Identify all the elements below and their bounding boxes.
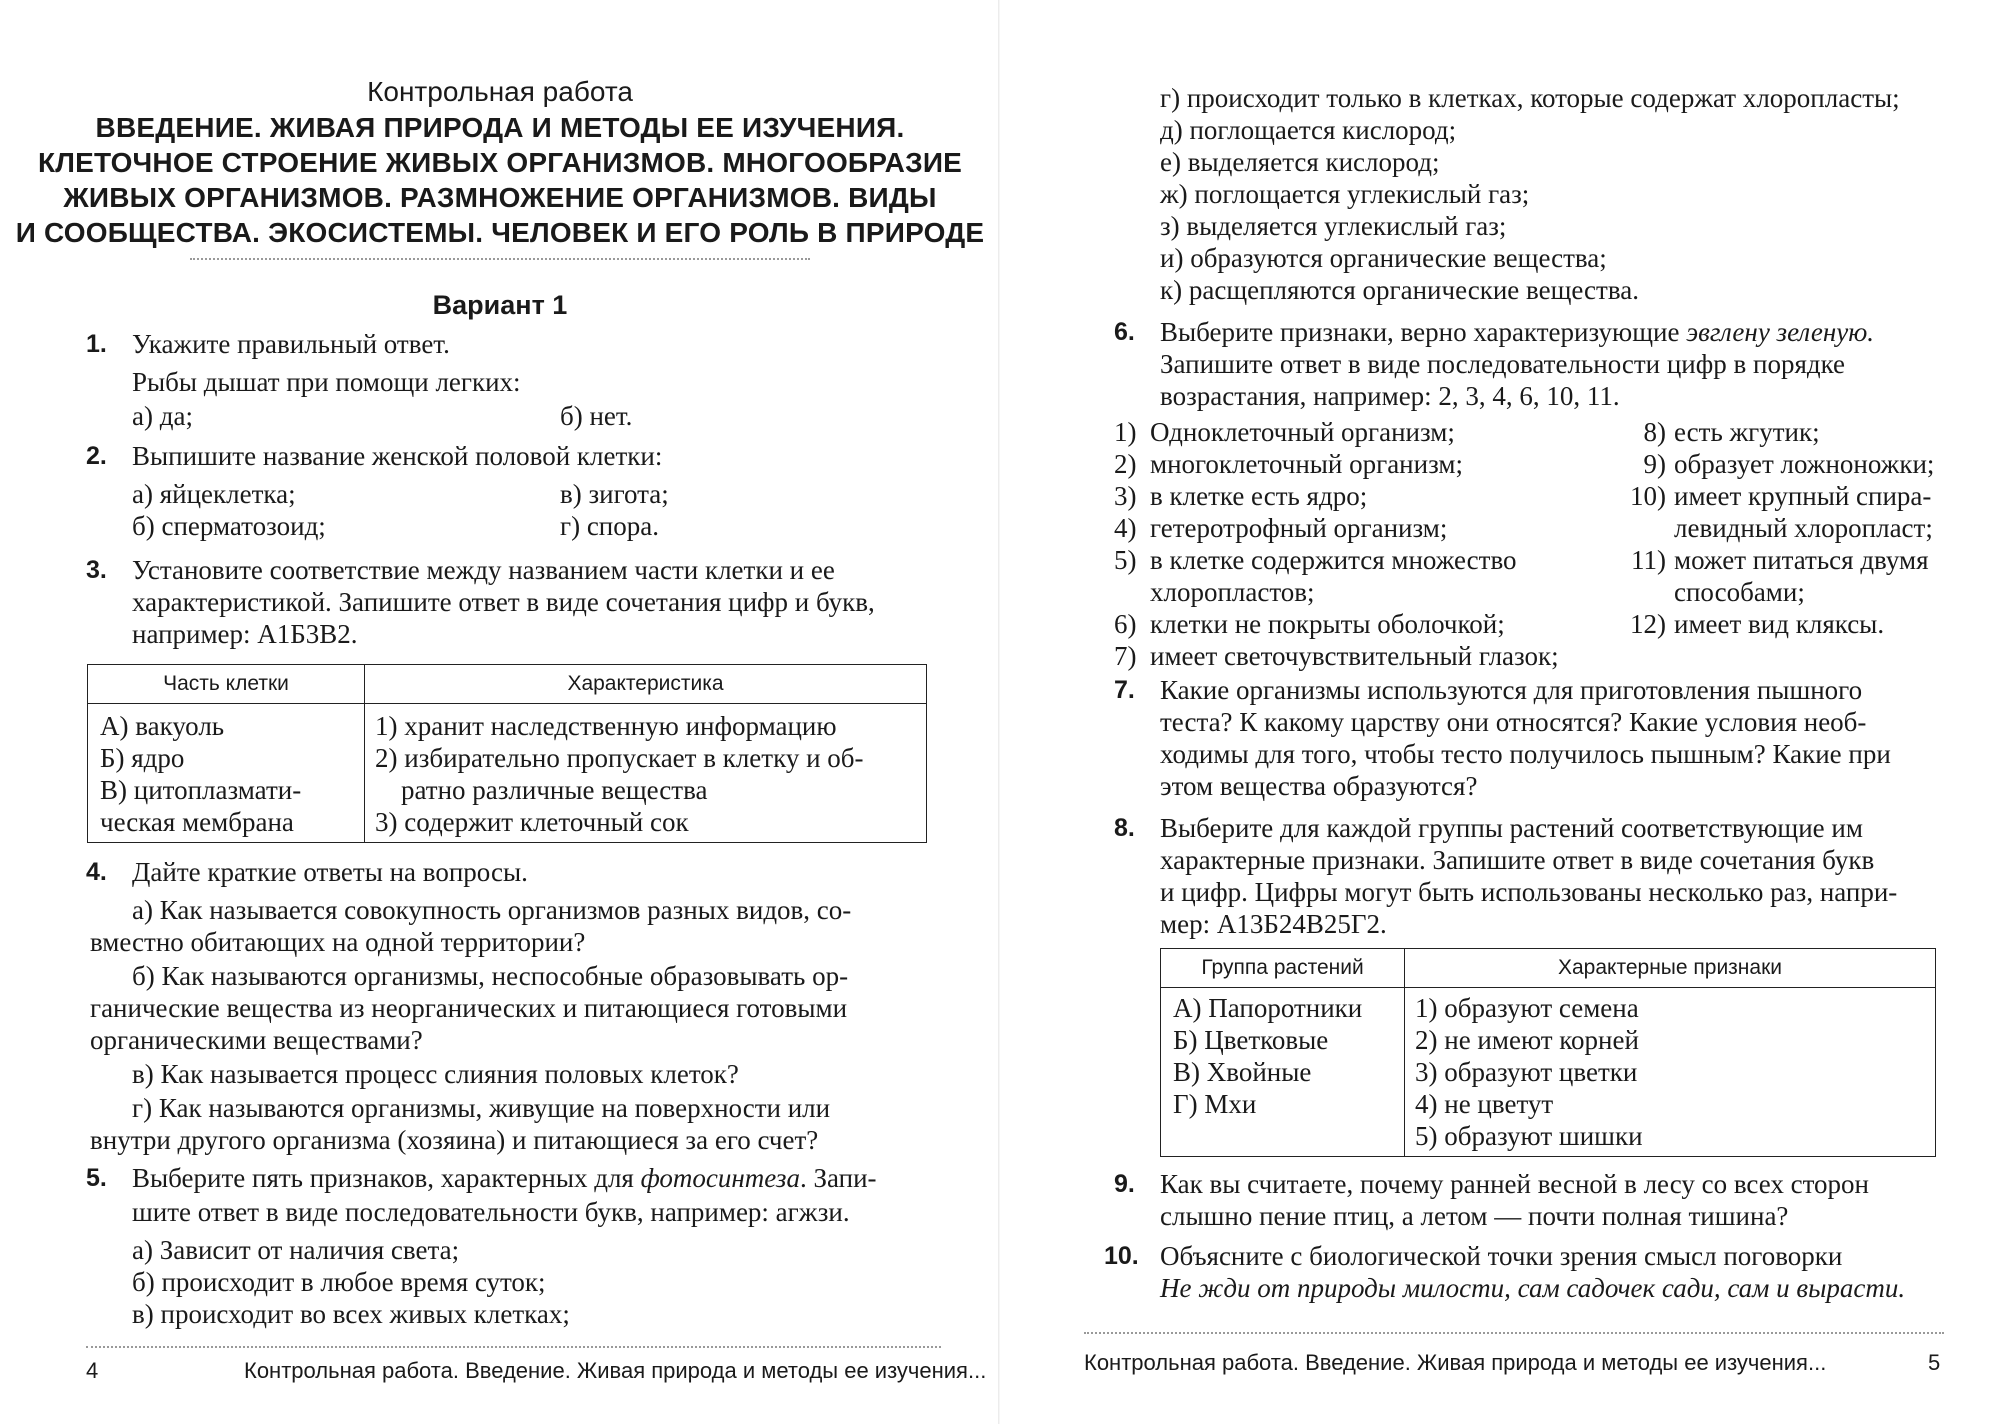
- q8-line-3: и цифр. Цифры могут быть использованы несколько раз, напри-: [1160, 877, 1898, 907]
- q6-option-4-num: 4): [1114, 513, 1137, 543]
- q8-table-groups: [1161, 988, 1405, 1157]
- q6-line-1-em: эвглену зеленую.: [1686, 317, 1874, 347]
- q6-line-1-pre: Выберите признаки, верно характеризующие: [1160, 317, 1687, 347]
- q8-table-header-group: Группа растений: [1161, 949, 1405, 988]
- q8-feature-4: 4) не цветут: [1415, 1089, 1554, 1119]
- q5-option-c: в) происходит во всех живых клетках;: [132, 1299, 570, 1329]
- q7-number: 7.: [1114, 676, 1135, 704]
- q10-line-2: Не жди от природы милости, сам садочек сади, сам и вырасти.: [1160, 1273, 1906, 1303]
- q6-option-9: [1610, 448, 1934, 480]
- q3-part-c: В) цитоплазмати-: [100, 775, 302, 805]
- q6-option-8: [1610, 416, 1934, 448]
- q3-table: [87, 664, 927, 843]
- q10-number: 10.: [1104, 1242, 1139, 1270]
- q3-part-b: Б) ядро: [100, 743, 185, 773]
- q6-line-1: [1160, 316, 1874, 348]
- q4-text: Дайте краткие ответы на вопросы.: [132, 857, 528, 887]
- q6-option-9-text: образует ложноножки;: [1674, 449, 1935, 479]
- q6-option-8-text: есть жгутик;: [1674, 417, 1820, 447]
- q6-option-10-text: имеет крупный спира-: [1674, 481, 1932, 511]
- q8-line-4: мер: А13Б24В25Г2.: [1160, 909, 1387, 939]
- q4-line-8: внутри другого организма (хозяина) и питающиеся за его счет?: [90, 1125, 819, 1155]
- q5-line-1-post: . Запи-: [799, 1163, 877, 1193]
- q8-feature-2: 2) не имеют корней: [1415, 1025, 1639, 1055]
- q6-option-5-text: в клетке содержится множество: [1150, 545, 1517, 575]
- q10-line-1: Объясните с биологической точки зрения смысл поговорки: [1160, 1241, 1843, 1271]
- q4-line-4: ганические вещества из неорганических и питающиеся готовыми: [90, 993, 848, 1023]
- q6-option-12-num: 12): [1630, 609, 1666, 639]
- q6-option-4: [1114, 512, 1559, 544]
- page-number-right: 5: [1928, 1350, 1941, 1375]
- q6-option-10-cont: [1610, 512, 1934, 544]
- q5-option-b: б) происходит в любое время суток;: [132, 1267, 546, 1297]
- heading-line-3: ЖИВЫХ ОРГАНИЗМОВ. РАЗМНОЖЕНИЕ ОРГАНИЗМОВ. ВИДЫ: [63, 182, 937, 213]
- q3-table-chars: [365, 704, 927, 843]
- q6-option-5-cont: [1114, 576, 1559, 608]
- page-number-left: 4: [86, 1358, 99, 1383]
- q6-option-8-num: 8): [1643, 417, 1666, 447]
- variant-title: Вариант 1: [432, 290, 568, 320]
- q4-line-5: органическими веществами?: [90, 1025, 423, 1055]
- q1-text: Укажите правильный ответ.: [132, 329, 450, 359]
- heading-line-2: КЛЕТОЧНОЕ СТРОЕНИЕ ЖИВЫХ ОРГАНИЗМОВ. МНОГООБРАЗИЕ: [37, 147, 963, 178]
- q5-line-2: шите ответ в виде последовательности букв, например: агжзи.: [132, 1197, 850, 1227]
- footer-divider-left: [86, 1346, 941, 1348]
- q6-option-7: [1114, 640, 1559, 672]
- q3-number: 3.: [86, 556, 107, 584]
- q4-line-2: вместно обитающих на одной территории?: [90, 927, 586, 957]
- q3-part-c-cont: ческая мембрана: [100, 807, 294, 837]
- q1-option-a: а) да;: [132, 401, 193, 431]
- q6-option-11-cont: [1610, 576, 1934, 608]
- q6-option-10: [1610, 480, 1934, 512]
- q5-option-e: д) поглощается кислород;: [1160, 115, 1457, 145]
- q6-option-7-num: 7): [1114, 641, 1137, 671]
- q3-line-3: например: А1Б3В2.: [132, 619, 358, 649]
- q5-option-f: е) выделяется кислород;: [1160, 147, 1440, 177]
- q8-group-a: А) Папоротники: [1173, 993, 1363, 1023]
- q6-option-2-num: 2): [1114, 449, 1137, 479]
- q6-option-10-cont-text: левидный хлоропласт;: [1674, 513, 1933, 543]
- heading-subtitle: Контрольная работа: [367, 76, 633, 107]
- q6-option-1: [1114, 416, 1559, 448]
- q6-option-6: [1114, 608, 1559, 640]
- q7-line-1: Какие организмы используются для приготовления пышного: [1160, 675, 1863, 705]
- heading-line-4: И СООБЩЕСТВА. ЭКОСИСТЕМЫ. ЧЕЛОВЕК И ЕГО РОЛЬ В ПРИРОДЕ: [15, 217, 985, 248]
- q7-line-2: теста? К какому царству они относятся? Какие условия необ-: [1160, 707, 1867, 737]
- heading-line-1: ВВЕДЕНИЕ. ЖИВАЯ ПРИРОДА И МЕТОДЫ ЕЕ ИЗУЧЕНИЯ.: [95, 112, 905, 143]
- q8-feature-5: 5) образуют шишки: [1415, 1121, 1643, 1151]
- q5-line-1-em: фотосинтеза: [640, 1163, 800, 1193]
- q2-text: Выпишите название женской половой клетки:: [132, 441, 663, 471]
- q6-option-10-num: 10): [1630, 481, 1666, 511]
- q3-table-parts: [88, 704, 365, 843]
- q6-option-6-num: 6): [1114, 609, 1137, 639]
- q6-option-1-num: 1): [1114, 417, 1137, 447]
- q6-option-11-text: может питаться двумя: [1674, 545, 1929, 575]
- q6-option-9-num: 9): [1643, 449, 1666, 479]
- q3-char-2: 2) избирательно пропускает в клетку и об-: [375, 743, 864, 773]
- q6-options-left: [1114, 416, 1559, 672]
- q7-line-3: ходимы для того, чтобы тесто получилось пышным? Какие при: [1160, 739, 1891, 769]
- q3-table-header-part: Часть клетки: [88, 665, 365, 704]
- q8-feature-1: 1) образуют семена: [1415, 993, 1639, 1023]
- footer-divider-right: [1084, 1332, 1944, 1334]
- q1-number: 1.: [86, 330, 107, 358]
- q6-number: 6.: [1114, 318, 1135, 346]
- q5-option-g: ж) поглощается углекислый газ;: [1160, 179, 1530, 209]
- q6-line-2: Запишите ответ в виде последовательности цифр в порядке: [1160, 349, 1846, 379]
- q5-number: 5.: [86, 1164, 107, 1192]
- q7-line-4: этом вещества образуются?: [1160, 771, 1478, 801]
- q8-group-empty: [1173, 1120, 1394, 1152]
- q5-option-i: и) образуются органические вещества;: [1160, 243, 1607, 273]
- q8-line-1: Выберите для каждой группы растений соответствующие им: [1160, 813, 1863, 843]
- q8-number: 8.: [1114, 814, 1135, 842]
- q8-feature-3: 3) образуют цветки: [1415, 1057, 1638, 1087]
- q6-option-5-num: 5): [1114, 545, 1137, 575]
- q6-option-11-num: 11): [1631, 545, 1666, 575]
- q6-option-1-text: Одноклеточный организм;: [1150, 417, 1455, 447]
- q6-option-3-text: в клетке есть ядро;: [1150, 481, 1368, 511]
- q8-group-c: В) Хвойные: [1173, 1057, 1312, 1087]
- q6-option-2: [1114, 448, 1559, 480]
- q4-line-3: б) Как называются организмы, неспособные образовывать ор-: [132, 961, 849, 991]
- q4-number: 4.: [86, 858, 107, 886]
- q3-line-1: Установите соответствие между названием части клетки и ее: [132, 555, 835, 585]
- q6-option-2-text: многоклеточный организм;: [1150, 449, 1463, 479]
- q5-option-h: з) выделяется углекислый газ;: [1160, 211, 1507, 241]
- q5-option-d: г) происходит только в клетках, которые содержат хлоропласты;: [1160, 83, 1900, 113]
- q2-option-d: г) спора.: [560, 511, 659, 541]
- q5-line-1: [132, 1162, 877, 1194]
- q8-table: [1160, 948, 1936, 1157]
- q6-option-5: [1114, 544, 1559, 576]
- q3-part-a: А) вакуоль: [100, 711, 225, 741]
- q6-option-11-cont-text: способами;: [1674, 577, 1805, 607]
- q4-line-7: г) Как называются организмы, живущие на поверхности или: [132, 1093, 831, 1123]
- q4-line-1: а) Как называется совокупность организмов разных видов, со-: [132, 895, 852, 925]
- q6-option-11: [1610, 544, 1934, 576]
- q3-table-header-char: Характеристика: [365, 665, 927, 704]
- q5-option-k: к) расщепляются органические вещества.: [1160, 275, 1639, 305]
- q9-line-2: слышно пение птиц, а летом — почти полная тишина?: [1160, 1201, 1789, 1231]
- q6-option-4-text: гетеротрофный организм;: [1150, 513, 1448, 543]
- running-footer-right: Контрольная работа. Введение. Живая природа и методы ее изучения...: [1084, 1350, 1827, 1375]
- q5-option-a: а) Зависит от наличия света;: [132, 1235, 460, 1265]
- q6-option-7-text: имеет светочувствительный глазок;: [1150, 641, 1559, 671]
- q5-line-1-pre: Выберите пять признаков, характерных для: [132, 1163, 641, 1193]
- q3-char-3: 3) содержит клеточный сок: [375, 807, 689, 837]
- q8-group-d: Г) Мхи: [1173, 1089, 1257, 1119]
- heading-divider: [190, 258, 810, 260]
- running-footer-left: Контрольная работа. Введение. Живая природа и методы ее изучения...: [244, 1358, 987, 1383]
- q6-option-5-cont-text: хлоропластов;: [1150, 577, 1315, 607]
- q6-option-12-text: имеет вид кляксы.: [1674, 609, 1885, 639]
- q9-number: 9.: [1114, 1170, 1135, 1198]
- q6-option-3: [1114, 480, 1559, 512]
- q2-option-b: б) сперматозоид;: [132, 511, 326, 541]
- q2-number: 2.: [86, 442, 107, 470]
- right-page: [1000, 0, 2000, 1424]
- q6-option-12: [1610, 608, 1934, 640]
- q4-line-6: в) Как называется процесс слияния половых клеток?: [132, 1059, 739, 1089]
- q1-option-b: б) нет.: [560, 401, 633, 431]
- q8-table-header-features: Характерные признаки: [1405, 949, 1936, 988]
- q2-option-c: в) зигота;: [560, 479, 669, 509]
- q9-line-1: Как вы считаете, почему ранней весной в лесу со всех сторон: [1160, 1169, 1869, 1199]
- q3-line-2: характеристикой. Запишите ответ в виде сочетания цифр и букв,: [132, 587, 875, 617]
- q3-char-2-cont: ратно различные вещества: [401, 775, 708, 805]
- q8-table-features: [1405, 988, 1936, 1157]
- q8-group-b: Б) Цветковые: [1173, 1025, 1329, 1055]
- q6-options-right: [1610, 416, 1934, 640]
- q6-option-3-num: 3): [1114, 481, 1137, 511]
- q2-option-a: а) яйцеклетка;: [132, 479, 296, 509]
- q6-option-6-text: клетки не покрыты оболочкой;: [1150, 609, 1505, 639]
- q6-line-3: возрастания, например: 2, 3, 4, 6, 10, 11.: [1160, 381, 1620, 411]
- q1-sub: Рыбы дышат при помощи легких:: [132, 367, 521, 397]
- q8-line-2: характерные признаки. Запишите ответ в виде сочетания букв: [1160, 845, 1875, 875]
- q3-char-1: 1) хранит наследственную информацию: [375, 711, 837, 741]
